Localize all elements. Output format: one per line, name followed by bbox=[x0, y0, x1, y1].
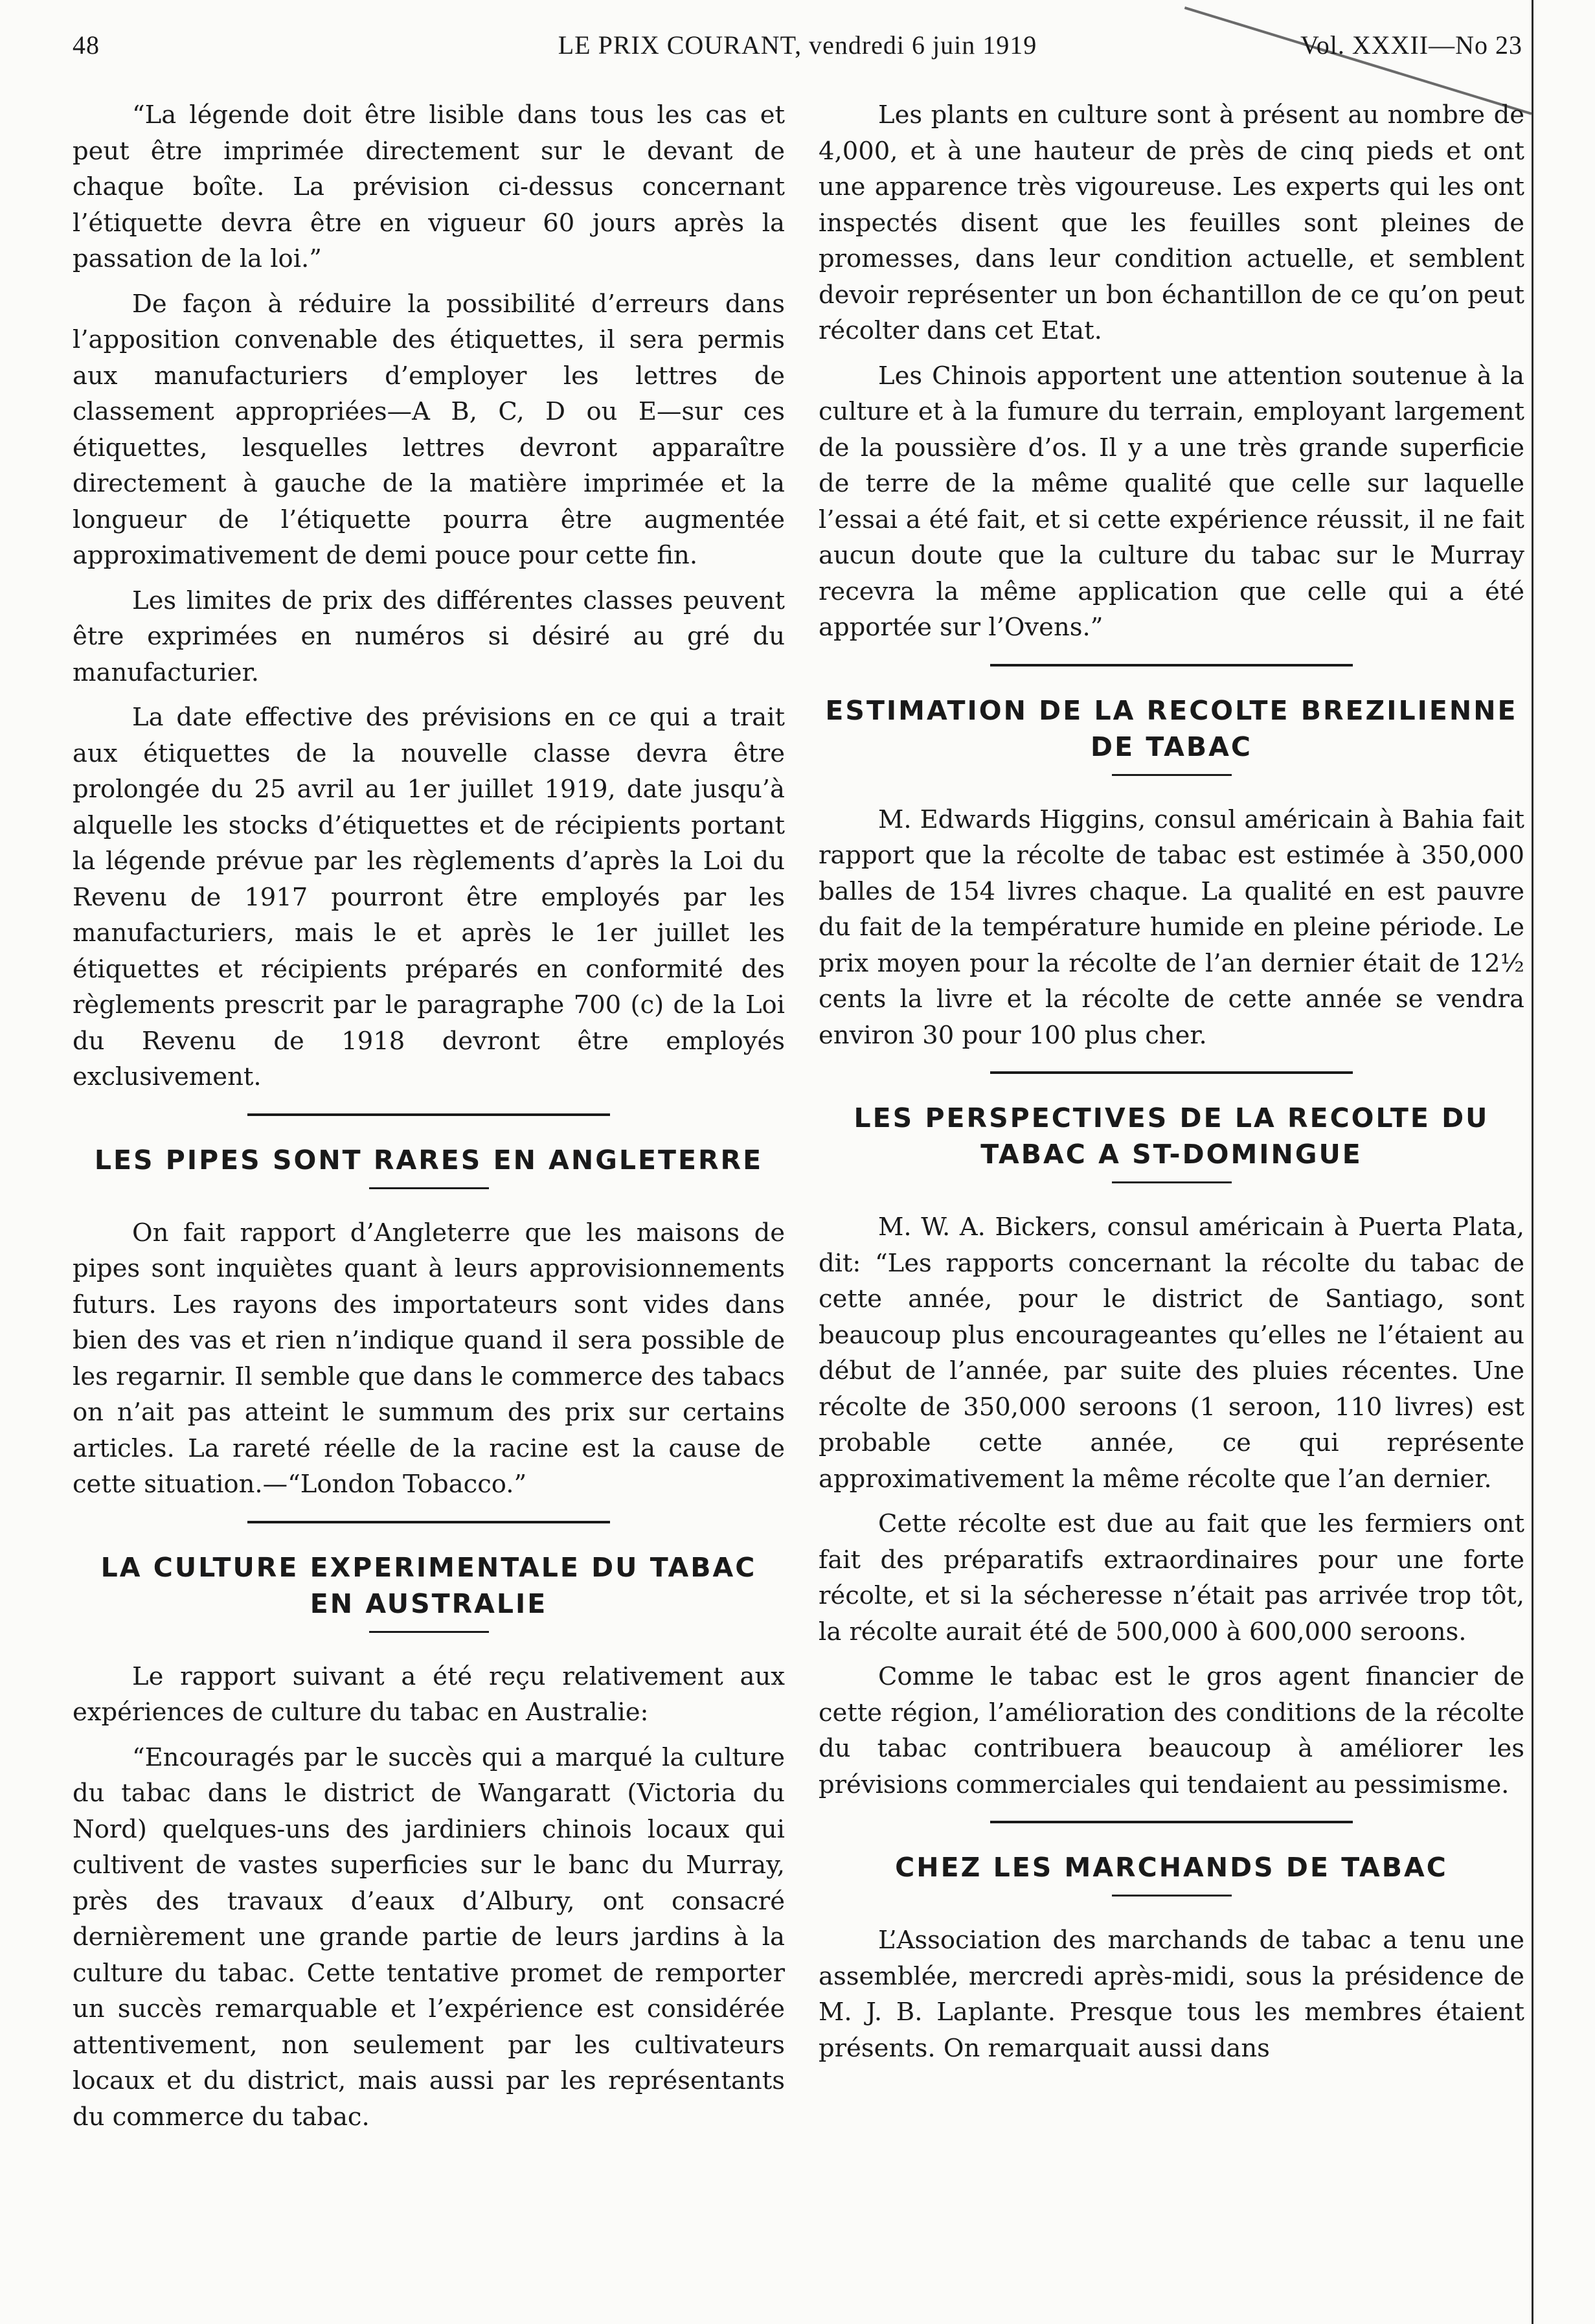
section-divider bbox=[990, 1821, 1353, 1823]
article-paragraph: Les Chinois apportent une attention soutenue à la culture et à la fumure du terrain, employant largement de la poussière d’os. Il y a une très grande superficie de terre de la même qualité que celle sur laquelle l’essai a été fait, et si cette expérience réussit, il ne fait aucun doute que la culture du tabac sur le Murray recevra la même application que celle qui a été apportée sur l’Ovens.” bbox=[819, 361, 1524, 642]
article-paragraph: Comme le tabac est le gros agent financier de cette région, l’amélioration des conditions de la récolte du tabac contribuera beaucoup à améliorer les prévisions commerciales qui tendaient au pessimisme. bbox=[819, 1662, 1524, 1799]
article-paragraph: La date effective des prévisions en ce qui a trait aux étiquettes de la nouvelle classe devra être prolongée du 25 avril au 1er juillet 1919, date jusqu’à alquelle les stocks d’étiquettes et de récipients portant la légende prévue par les règlements d’après la Loi du Revenu de 1917 pourront être employés par les manufacturiers, mais le et après le 1er juillet les étiquettes et récipients préparés en conformité des règlements prescrit par le paragraphe 700 (c) de la Loi du Revenu de 1918 devront être employés exclusivement. bbox=[73, 703, 785, 1091]
section-heading-stdomingue bbox=[819, 1100, 1524, 1172]
section-heading-pipes: LES PIPES SONT RARES EN ANGLETERRE bbox=[94, 1144, 764, 1176]
section-heading-australia bbox=[73, 1549, 785, 1622]
section-heading-brazil bbox=[819, 692, 1524, 765]
article-paragraph: On fait rapport d’Angleterre que les maisons de pipes sont inquiètes quant à leurs approvisionnements futurs. Les rayons des importateurs sont vides dans bien des vas et rien n’indique quand il sera possible de les regarnir. Il semble que dans le commerce des tabacs on n’ait pas atteint le summum des prix sur certains articles. La rareté réelle de la racine est la cause de cette situation.—“London Tobacco.” bbox=[73, 1218, 785, 1499]
left-column bbox=[73, 97, 785, 2144]
right-column bbox=[819, 97, 1524, 2075]
section-divider bbox=[247, 1521, 610, 1523]
heading-underline bbox=[1112, 1181, 1232, 1183]
section-heading-marchands: CHEZ LES MARCHANDS DE TABAC bbox=[895, 1852, 1448, 1883]
section-divider bbox=[990, 1071, 1353, 1074]
article-paragraph: “Encouragés par le succès qui a marqué la culture du tabac dans le district de Wangaratt (Victoria du Nord) quelques-uns des jardiniers chinois locaux qui cultivent de vastes superficies sur le banc du Murray, près des travaux d’eaux d’Albury, ont consacré dernièrement une grande partie de leurs jardins à la culture du tabac. Cette tentative promet de remporter un succès remarquable et l’expérience est considérée attentivement, non seulement par les cultivateurs locaux et du district, mais aussi par les représentants du commerce du tabac. bbox=[73, 1742, 785, 2132]
article-paragraph: Les limites de prix des différentes classes peuvent être exprimées en numéros si désiré au gré du manufacturier. bbox=[73, 586, 785, 687]
section-divider bbox=[247, 1113, 610, 1116]
heading-line: LA CULTURE EXPERIMENTALE DU TABAC bbox=[100, 1551, 757, 1583]
article-paragraph: Les plants en culture sont à présent au nombre de 4,000, et à une hauteur de près de cinq pieds et ont une apparence très vigoureuse. Les experts qui les ont inspectés disent que les feuilles sont pleines de promesses, dans leur condition actuelle, et semblent devoir représenter un bon échantillon de ce qu’on peut récolter dans cet Etat. bbox=[819, 100, 1524, 345]
article-paragraph: M. W. A. Bickers, consul américain à Puerta Plata, dit: “Les rapports concernant la récolte du tabac de cette année, pour le district de Santiago, sont beaucoup plus encourageantes qu’elles ne l’étaient au début de l’année, par suite des pluies récentes. Une récolte de 350,000 seroons (1 seroon, 110 livres) est probable cette année, ce qui représente approximativement la même récolte que l’an dernier. bbox=[819, 1213, 1524, 1494]
heading-line: DE TABAC bbox=[1091, 731, 1252, 762]
article-paragraph: Cette récolte est due au fait que les fermiers ont fait des préparatifs extraordinaires pour une forte récolte, et si la sécheresse n’était pas arrivée trop tôt, la récolte aurait été de 500,000 à 600,000 seroons. bbox=[819, 1509, 1524, 1646]
section-divider bbox=[990, 664, 1353, 666]
publication-title: LE PRIX COURANT, vendredi 6 juin 1919 bbox=[558, 30, 1037, 60]
heading-underline bbox=[369, 1187, 489, 1189]
heading-line: EN AUSTRALIE bbox=[310, 1588, 548, 1619]
article-paragraph: Le rapport suivant a été reçu relativement aux expériences de culture du tabac en Australie: bbox=[73, 1661, 785, 1727]
heading-line: LES PERSPECTIVES DE LA RECOLTE DU bbox=[854, 1102, 1489, 1134]
heading-underline bbox=[1112, 1895, 1232, 1897]
article-paragraph: M. Edwards Higgins, consul américain à Bahia fait rapport que la récolte de tabac est estimée à 350,000 balles de 154 livres chaque. La qualité en est pauvre du fait de la température humide en pleine période. Le prix moyen pour la récolte de l’an dernier était de 12½ cents la livre et la récolte de cette année se vendra environ 30 pour 100 plus cher. bbox=[819, 804, 1524, 1050]
page-edge-border bbox=[1532, 0, 1595, 2324]
heading-line: TABAC A ST-DOMINGUE bbox=[980, 1139, 1363, 1170]
heading-line: ESTIMATION DE LA RECOLTE BREZILIENNE bbox=[825, 694, 1518, 726]
heading-underline bbox=[369, 1631, 489, 1633]
page-number: 48 bbox=[73, 30, 100, 60]
article-paragraph: “La légende doit être lisible dans tous les cas et peut être imprimée directement sur le devant de chaque boîte. La prévision ci-dessus concernant l’étiquette devra être en vigueur 60 jours après la passation de la loi.” bbox=[73, 100, 785, 273]
article-paragraph: De façon à réduire la possibilité d’erreurs dans l’apposition convenable des étiquettes, il sera permis aux manufacturiers d’employer les lettres de classement appropriées—A B, C, D ou E—sur ces étiquettes, lesquelles lettres devront apparaître directement à gauche de la matière imprimée et la longueur de l’étiquette pourra être augmentée approximativement de demi pouce pour cette fin. bbox=[73, 289, 785, 570]
heading-underline bbox=[1112, 774, 1232, 776]
article-paragraph: L’Association des marchands de tabac a tenu une assemblée, mercredi après-midi, sous la présidence de M. J. B. Laplante. Presque tous les membres étaient présents. On remarquait aussi dans bbox=[819, 1926, 1524, 2063]
volume-number: Vol. XXXII—No 23 bbox=[1300, 30, 1522, 60]
page-header bbox=[73, 30, 1522, 69]
